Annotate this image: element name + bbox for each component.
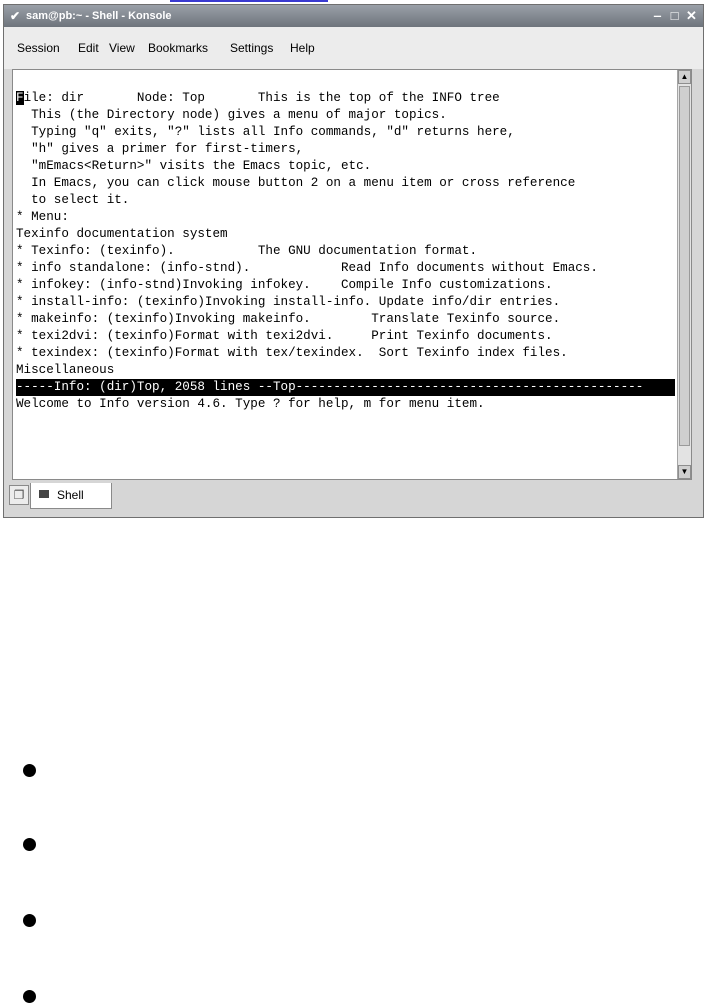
terminal-line: * infokey: (info-stnd)Invoking infokey. Compile Info customizations. bbox=[16, 278, 553, 292]
terminal-line: * makeinfo: (texinfo)Invoking makeinfo. Translate Texinfo source. bbox=[16, 312, 561, 326]
konsole-window bbox=[3, 4, 704, 518]
terminal-icon bbox=[39, 490, 49, 498]
terminal-line: * info standalone: (info-stnd). Read Info documents without Emacs. bbox=[16, 261, 598, 275]
terminal-line: Typing "q" exits, "?" lists all Info commands, "d" returns here, bbox=[16, 125, 515, 139]
terminal-line: This (the Directory node) gives a menu of major topics. bbox=[16, 108, 447, 122]
new-session-icon[interactable]: ❐ bbox=[9, 485, 29, 505]
scroll-down-arrow-icon[interactable]: ▼ bbox=[678, 465, 691, 479]
chevron-down-icon[interactable]: ✔ bbox=[9, 9, 21, 23]
tab-shell[interactable] bbox=[30, 483, 112, 509]
window-title: sam@pb:~ - Shell - Konsole bbox=[26, 10, 172, 22]
minimize-icon[interactable]: ‒ bbox=[653, 8, 662, 23]
bullet-point bbox=[23, 914, 36, 927]
scroll-up-arrow-icon[interactable]: ▲ bbox=[678, 70, 691, 84]
terminal-text bbox=[16, 73, 675, 447]
terminal-area[interactable] bbox=[12, 69, 692, 480]
menu-edit[interactable]: Edit bbox=[78, 41, 99, 55]
terminal-line: Miscellaneous bbox=[16, 363, 115, 377]
tab-label: Shell bbox=[57, 488, 84, 502]
terminal-line: "mEmacs<Return>" visits the Emacs topic, etc. bbox=[16, 159, 372, 173]
terminal-line: File: dir Node: Top This is the top of the INFO tree bbox=[16, 91, 500, 105]
vertical-scrollbar[interactable] bbox=[677, 70, 691, 479]
bullet-point bbox=[23, 990, 36, 1003]
text-cursor: F bbox=[16, 91, 24, 105]
menu-view[interactable]: View bbox=[109, 41, 135, 55]
top-link-underline bbox=[170, 0, 328, 2]
terminal-line: "h" gives a primer for first-timers, bbox=[16, 142, 304, 156]
terminal-line: * Texinfo: (texinfo). The GNU documentation format. bbox=[16, 244, 478, 258]
menu-session[interactable]: Session bbox=[17, 41, 60, 55]
title-bar[interactable] bbox=[4, 5, 703, 27]
bullet-point bbox=[23, 838, 36, 851]
session-tab-bar bbox=[4, 481, 703, 517]
menu-bookmarks[interactable]: Bookmarks bbox=[148, 41, 209, 55]
terminal-line: to select it. bbox=[16, 193, 130, 207]
menu-bar bbox=[4, 27, 703, 69]
maximize-icon[interactable]: □ bbox=[670, 8, 679, 23]
terminal-line: * texindex: (texinfo)Format with tex/texindex. Sort Texinfo index files. bbox=[16, 346, 568, 360]
scrollbar-thumb[interactable] bbox=[679, 86, 690, 446]
bullet-point bbox=[23, 764, 36, 777]
menu-help[interactable]: Help bbox=[290, 41, 315, 55]
terminal-line: * install-info: (texinfo)Invoking install-info. Update info/dir entries. bbox=[16, 295, 561, 309]
echo-area: Welcome to Info version 4.6. Type ? for help, m for menu item. bbox=[16, 397, 485, 411]
menu-settings[interactable]: Settings bbox=[230, 41, 274, 55]
close-icon[interactable]: ✕ bbox=[686, 8, 697, 23]
terminal-line: In Emacs, you can click mouse button 2 on a menu item or cross reference bbox=[16, 176, 576, 190]
terminal-line: Texinfo documentation system bbox=[16, 227, 228, 241]
terminal-line: * Menu: bbox=[16, 210, 69, 224]
terminal-line: * texi2dvi: (texinfo)Format with texi2dvi. Print Texinfo documents. bbox=[16, 329, 553, 343]
info-modeline: -----Info: (dir)Top, 2058 lines --Top---------------------------------------------- bbox=[16, 379, 675, 396]
